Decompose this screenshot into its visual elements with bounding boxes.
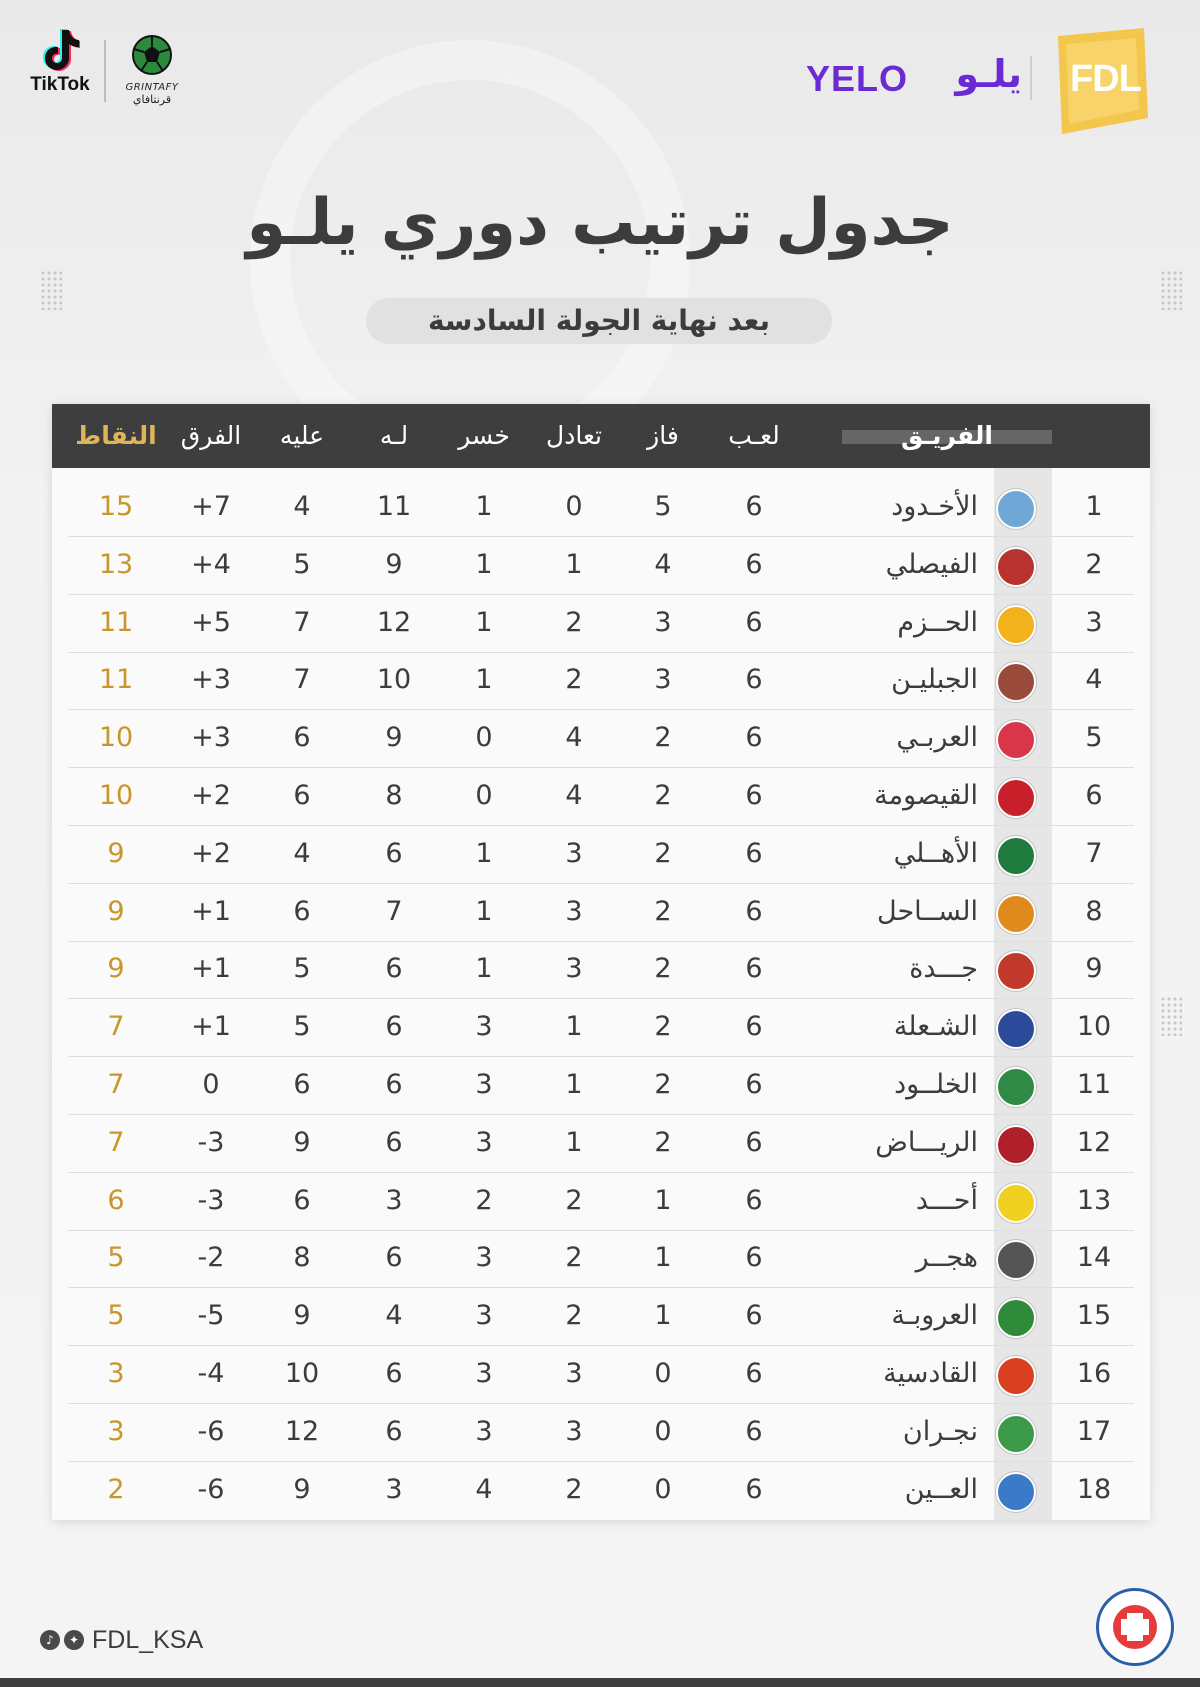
played-cell: 6 — [745, 491, 763, 522]
draw-cell: 3 — [565, 895, 583, 927]
table-row — [68, 1287, 1134, 1346]
won-cell: 5 — [654, 491, 672, 522]
goals-against-cell: 6 — [293, 1184, 311, 1216]
goal-diff-cell: +7 — [191, 491, 231, 522]
col-header-points: النقاط — [75, 421, 157, 450]
won-cell: 2 — [654, 780, 672, 811]
team-crest-icon — [996, 1356, 1036, 1396]
goals-for-cell: 7 — [385, 895, 403, 927]
points-cell: 7 — [107, 1126, 125, 1158]
draw-cell: 0 — [565, 491, 583, 522]
won-cell: 0 — [654, 1473, 672, 1505]
goals-against-cell: 4 — [293, 837, 311, 869]
team-name-cell: هجــر — [915, 1242, 978, 1274]
goal-diff-cell: -6 — [197, 1415, 225, 1447]
team-name-cell: الشـعلة — [893, 1011, 978, 1043]
table-row — [68, 1461, 1134, 1519]
rank-cell: 2 — [1085, 548, 1103, 580]
goals-for-cell: 6 — [385, 953, 403, 985]
bottom-strip — [0, 1678, 1200, 1687]
draw-cell: 1 — [565, 548, 583, 580]
goal-diff-cell: +5 — [191, 606, 231, 638]
table-row — [68, 1056, 1134, 1115]
team-name-cell: الحــزم — [897, 606, 978, 638]
won-cell: 2 — [654, 953, 672, 985]
yelo-en-label: YELO — [806, 58, 909, 99]
goal-diff-cell: +3 — [191, 722, 231, 754]
team-name-cell: الجبليـن — [891, 664, 978, 696]
won-cell: 1 — [654, 1242, 672, 1274]
lost-cell: 0 — [475, 780, 493, 811]
played-cell: 6 — [745, 837, 763, 869]
team-crest-icon — [996, 1125, 1036, 1165]
team-name-cell: الأخـدود — [891, 491, 978, 522]
logo-divider — [104, 40, 106, 102]
table-row — [68, 940, 1134, 999]
played-cell: 6 — [745, 1300, 763, 1332]
played-cell: 6 — [745, 953, 763, 985]
points-cell: 7 — [107, 1069, 125, 1100]
draw-cell: 2 — [565, 606, 583, 638]
col-header-lost: خسر — [458, 421, 510, 450]
rank-cell: 10 — [1076, 1011, 1112, 1043]
goal-diff-cell: -6 — [197, 1473, 225, 1505]
won-cell: 2 — [654, 1069, 672, 1100]
rank-cell: 12 — [1076, 1126, 1112, 1158]
points-cell: 7 — [107, 1011, 125, 1043]
goals-against-cell: 9 — [293, 1473, 311, 1505]
draw-cell: 1 — [565, 1126, 583, 1158]
grintafy-ar-label: قرنتافاي — [132, 93, 172, 106]
table-row — [68, 1229, 1134, 1288]
goals-against-cell: 9 — [293, 1126, 311, 1158]
played-cell: 6 — [745, 1011, 763, 1043]
goal-diff-cell: -3 — [197, 1126, 225, 1158]
col-header-goals-for: لـه — [379, 421, 409, 450]
goals-for-cell: 6 — [385, 1415, 403, 1447]
played-cell: 6 — [745, 1126, 763, 1158]
team-name-cell: القادسية — [883, 1358, 978, 1389]
lost-cell: 3 — [475, 1126, 493, 1158]
table-row — [68, 825, 1134, 884]
team-crest-icon — [996, 836, 1036, 876]
played-cell: 6 — [745, 1184, 763, 1216]
goal-diff-cell: 0 — [202, 1069, 220, 1100]
played-cell: 6 — [745, 664, 763, 696]
won-cell: 2 — [654, 895, 672, 927]
table-row — [68, 478, 1134, 537]
goals-for-cell: 11 — [376, 491, 412, 522]
grintafy-ball-icon — [131, 34, 173, 76]
won-cell: 2 — [654, 837, 672, 869]
rank-cell: 17 — [1076, 1415, 1112, 1447]
won-cell: 0 — [654, 1415, 672, 1447]
points-cell: 13 — [98, 548, 134, 580]
emblem-cross — [1121, 1619, 1149, 1635]
team-crest-icon — [996, 1183, 1036, 1223]
team-name-cell: العروبـة — [891, 1300, 978, 1332]
team-crest-icon — [996, 547, 1036, 587]
table-row — [68, 1345, 1134, 1404]
draw-cell: 2 — [565, 1184, 583, 1216]
played-cell: 6 — [745, 1473, 763, 1505]
team-crest-icon — [996, 662, 1036, 702]
goals-for-cell: 6 — [385, 1126, 403, 1158]
points-cell: 5 — [107, 1300, 125, 1332]
rank-cell: 18 — [1076, 1473, 1112, 1505]
team-crest-icon — [996, 894, 1036, 934]
goals-against-cell: 5 — [293, 1011, 311, 1043]
points-cell: 9 — [107, 837, 125, 869]
col-header-team: الفريـق — [901, 421, 993, 450]
goal-diff-cell: +2 — [191, 780, 231, 811]
table-row — [68, 594, 1134, 653]
grintafy-logo — [114, 34, 190, 106]
tiktok-small-icon: ♪ — [40, 1630, 60, 1650]
goals-against-cell: 4 — [293, 491, 311, 522]
col-header-goal-diff: الفرق — [180, 421, 242, 450]
points-cell: 10 — [98, 780, 134, 811]
tiktok-logo — [24, 28, 96, 96]
goals-against-cell: 7 — [293, 606, 311, 638]
played-cell: 6 — [745, 1358, 763, 1389]
team-name-cell: العربـي — [896, 722, 978, 754]
table-row — [68, 651, 1134, 710]
team-name-cell: القيصومة — [874, 780, 978, 811]
draw-cell: 2 — [565, 1300, 583, 1332]
points-cell: 9 — [107, 953, 125, 985]
yelo-logo — [806, 52, 1022, 102]
won-cell: 3 — [654, 606, 672, 638]
table-row — [68, 1172, 1134, 1231]
team-crest-icon — [996, 1240, 1036, 1280]
draw-cell: 1 — [565, 1069, 583, 1100]
played-cell: 6 — [745, 548, 763, 580]
rank-cell: 1 — [1085, 491, 1103, 522]
goals-for-cell: 4 — [385, 1300, 403, 1332]
sponsor-emblem — [1096, 1588, 1174, 1666]
goal-diff-cell: -4 — [197, 1358, 225, 1389]
goals-against-cell: 12 — [284, 1415, 320, 1447]
tiktok-icon — [40, 28, 80, 72]
col-header-goals-against: عليه — [279, 421, 325, 450]
lost-cell: 1 — [475, 837, 493, 869]
played-cell: 6 — [745, 1242, 763, 1274]
team-crest-icon — [996, 1414, 1036, 1454]
played-cell: 6 — [745, 780, 763, 811]
goals-for-cell: 9 — [385, 722, 403, 754]
team-name-cell: أحـــد — [915, 1184, 978, 1216]
goals-against-cell: 5 — [293, 953, 311, 985]
draw-cell: 4 — [565, 780, 583, 811]
goals-for-cell: 9 — [385, 548, 403, 580]
col-header-draw: تعادل — [546, 421, 602, 450]
goals-for-cell: 10 — [376, 664, 412, 696]
goals-against-cell: 5 — [293, 548, 311, 580]
goal-diff-cell: +1 — [191, 953, 231, 985]
rank-cell: 14 — [1076, 1242, 1112, 1274]
rank-cell: 16 — [1076, 1358, 1112, 1389]
decorative-dots — [1160, 996, 1182, 1036]
lost-cell: 4 — [475, 1473, 493, 1505]
rank-cell: 6 — [1085, 780, 1103, 811]
decorative-dots — [40, 270, 62, 310]
points-cell: 5 — [107, 1242, 125, 1274]
lost-cell: 0 — [475, 722, 493, 754]
goals-for-cell: 8 — [385, 780, 403, 811]
goals-against-cell: 6 — [293, 895, 311, 927]
goals-for-cell: 6 — [385, 1011, 403, 1043]
lost-cell: 3 — [475, 1069, 493, 1100]
goals-against-cell: 8 — [293, 1242, 311, 1274]
goals-for-cell: 6 — [385, 837, 403, 869]
draw-cell: 1 — [565, 1011, 583, 1043]
team-name-cell: الريـــاض — [875, 1126, 978, 1158]
lost-cell: 1 — [475, 953, 493, 985]
goals-for-cell: 6 — [385, 1358, 403, 1389]
draw-cell: 3 — [565, 953, 583, 985]
points-cell: 11 — [98, 664, 134, 696]
goal-diff-cell: +1 — [191, 895, 231, 927]
standings-table — [52, 404, 1150, 1520]
goal-diff-cell: +4 — [191, 548, 231, 580]
goals-for-cell: 3 — [385, 1184, 403, 1216]
grintafy-en-label: GRINTAFY — [125, 82, 179, 93]
team-crest-icon — [996, 1298, 1036, 1338]
col-header-won: فاز — [647, 421, 679, 450]
lost-cell: 1 — [475, 491, 493, 522]
won-cell: 2 — [654, 1011, 672, 1043]
goal-diff-cell: +3 — [191, 664, 231, 696]
played-cell: 6 — [745, 606, 763, 638]
points-cell: 2 — [107, 1473, 125, 1505]
won-cell: 4 — [654, 548, 672, 580]
won-cell: 3 — [654, 664, 672, 696]
won-cell: 2 — [654, 722, 672, 754]
lost-cell: 1 — [475, 606, 493, 638]
draw-cell: 3 — [565, 1415, 583, 1447]
rank-cell: 3 — [1085, 606, 1103, 638]
team-name-cell: الأهــلي — [893, 837, 978, 869]
won-cell: 0 — [654, 1358, 672, 1389]
table-row — [68, 1114, 1134, 1173]
lost-cell: 1 — [475, 548, 493, 580]
lost-cell: 3 — [475, 1011, 493, 1043]
points-cell: 3 — [107, 1415, 125, 1447]
team-name-cell: الخلــود — [894, 1069, 978, 1100]
table-row — [68, 1403, 1134, 1462]
fdl-label: FDL — [1070, 58, 1141, 100]
goals-against-cell: 6 — [293, 722, 311, 754]
social-handle-label: FDL_KSA — [92, 1626, 204, 1654]
table-row — [68, 767, 1134, 826]
goals-against-cell: 6 — [293, 1069, 311, 1100]
points-cell: 11 — [98, 606, 134, 638]
draw-cell: 2 — [565, 1242, 583, 1274]
table-header — [52, 404, 1150, 468]
goals-for-cell: 3 — [385, 1473, 403, 1505]
rank-cell: 11 — [1076, 1069, 1112, 1100]
table-row — [68, 998, 1134, 1057]
goals-for-cell: 6 — [385, 1242, 403, 1274]
yelo-ar-label: يلـو — [955, 52, 1022, 96]
points-cell: 6 — [107, 1184, 125, 1216]
team-crest-icon — [996, 489, 1036, 529]
lost-cell: 1 — [475, 664, 493, 696]
tiktok-label: TikTok — [30, 74, 90, 95]
draw-cell: 3 — [565, 837, 583, 869]
points-cell: 9 — [107, 895, 125, 927]
lost-cell: 3 — [475, 1242, 493, 1274]
table-row — [68, 883, 1134, 942]
draw-cell: 3 — [565, 1358, 583, 1389]
rank-cell: 13 — [1076, 1184, 1112, 1216]
lost-cell: 3 — [475, 1300, 493, 1332]
points-cell: 10 — [98, 722, 134, 754]
goals-against-cell: 9 — [293, 1300, 311, 1332]
goal-diff-cell: -2 — [197, 1242, 225, 1274]
team-name-cell: الســاحل — [877, 895, 978, 927]
goal-diff-cell: -5 — [197, 1300, 225, 1332]
team-crest-icon — [996, 1067, 1036, 1107]
won-cell: 2 — [654, 1126, 672, 1158]
col-header-played: لعـب — [728, 421, 780, 450]
goals-against-cell: 6 — [293, 780, 311, 811]
team-crest-icon — [996, 720, 1036, 760]
played-cell: 6 — [745, 895, 763, 927]
team-crest-icon — [996, 951, 1036, 991]
twitter-small-icon: ✦ — [64, 1630, 84, 1650]
team-crest-icon — [996, 1472, 1036, 1512]
team-name-cell: الفيصلي — [885, 548, 978, 580]
goals-for-cell: 12 — [376, 606, 412, 638]
fdl-logo — [1044, 28, 1152, 134]
draw-cell: 2 — [565, 664, 583, 696]
decorative-dots — [1160, 270, 1182, 310]
lost-cell: 1 — [475, 895, 493, 927]
team-crest-icon — [996, 1009, 1036, 1049]
rank-cell: 9 — [1085, 953, 1103, 985]
rank-cell: 5 — [1085, 722, 1103, 754]
team-name-cell: جـــدة — [909, 953, 978, 985]
rank-cell: 8 — [1085, 895, 1103, 927]
team-crest-icon — [996, 605, 1036, 645]
played-cell: 6 — [745, 1415, 763, 1447]
played-cell: 6 — [745, 1069, 763, 1100]
page-title: جدول ترتيب دوري يلـو — [246, 186, 954, 260]
played-cell: 6 — [745, 722, 763, 754]
won-cell: 1 — [654, 1300, 672, 1332]
points-cell: 15 — [98, 491, 134, 522]
goals-for-cell: 6 — [385, 1069, 403, 1100]
goals-against-cell: 10 — [284, 1358, 320, 1389]
goal-diff-cell: -3 — [197, 1184, 225, 1216]
round-subtitle: بعد نهاية الجولة السادسة — [366, 298, 832, 344]
won-cell: 1 — [654, 1184, 672, 1216]
table-row — [68, 536, 1134, 595]
team-name-cell: العــين — [904, 1473, 978, 1505]
rank-cell: 4 — [1085, 664, 1103, 696]
draw-cell: 2 — [565, 1473, 583, 1505]
lost-cell: 3 — [475, 1415, 493, 1447]
goals-against-cell: 7 — [293, 664, 311, 696]
goal-diff-cell: +1 — [191, 1011, 231, 1043]
lost-cell: 3 — [475, 1358, 493, 1389]
draw-cell: 4 — [565, 722, 583, 754]
team-name-cell: نجـران — [902, 1415, 978, 1447]
brand-divider — [1030, 56, 1032, 100]
table-row — [68, 709, 1134, 768]
goal-diff-cell: +2 — [191, 837, 231, 869]
rank-cell: 15 — [1076, 1300, 1112, 1332]
lost-cell: 2 — [475, 1184, 493, 1216]
points-cell: 3 — [107, 1358, 125, 1389]
team-crest-icon — [996, 778, 1036, 818]
rank-cell: 7 — [1085, 837, 1103, 869]
